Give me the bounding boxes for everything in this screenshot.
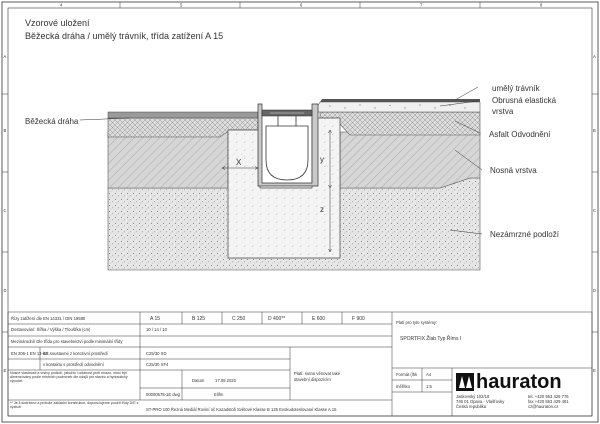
load-class-cell: A 15 bbox=[150, 316, 161, 322]
load-class-cell: B 125 bbox=[192, 316, 206, 322]
load-class-cell: F 900 bbox=[352, 316, 365, 322]
elastic-layer-right bbox=[314, 102, 480, 112]
top-mark: 4 bbox=[60, 2, 63, 8]
drawing-title-line1: Vzorové uložení bbox=[25, 18, 90, 28]
label-running-track: Běžecká dráha bbox=[25, 117, 79, 126]
address-line-1: Jaskovský 102/18 bbox=[456, 394, 490, 399]
asphalt-layer-right bbox=[320, 112, 480, 135]
top-mark: 6 bbox=[300, 2, 303, 8]
top-mark: 5 bbox=[180, 2, 183, 8]
address-line-3: Česká republika bbox=[456, 404, 487, 409]
load-class-cell: D 400** bbox=[268, 316, 286, 322]
company-logo bbox=[456, 371, 562, 393]
side-mark: D bbox=[3, 288, 7, 293]
side-mark: D bbox=[593, 288, 597, 293]
dimension-y-label: y bbox=[320, 155, 324, 164]
table-row1-label: Řízy zatížení dle EN 14331 / DIN 19580 bbox=[11, 316, 86, 321]
scale-value: 1:5 bbox=[426, 384, 432, 389]
drawing-title-line2: Běžecká dráha / umělý trávník, třída zatížení A 15 bbox=[25, 31, 224, 41]
table-row2-value: 10 / 14 / 10 bbox=[146, 327, 167, 332]
check-note-2: stavební dispozicím bbox=[294, 377, 331, 382]
table-note-1: Nosné vlastnosti a vrstvy podloží, jakožto i odolnost proti mrazu, musí být dimenzovány podle místních podmínek dle údajů pro stavbu a hydraulický výpočet. bbox=[10, 371, 128, 384]
frame-top-marks bbox=[60, 2, 543, 8]
side-mark: E bbox=[3, 368, 7, 373]
load-class-cells bbox=[150, 316, 365, 322]
track-surface-left bbox=[108, 112, 258, 118]
side-mark: E bbox=[593, 368, 596, 373]
format-label: Formát (lhk bbox=[396, 372, 418, 377]
top-mark: 8 bbox=[540, 2, 543, 8]
table-note-2: ** Je-li dodrženo a protože zakladní konstrukce, doporučujeme použít třídy D/E s výztuží bbox=[10, 401, 139, 410]
side-mark: A bbox=[593, 54, 596, 59]
table-row4-label: krit.soustavné z korozivní prostředí bbox=[43, 351, 108, 356]
table-row5-label: v kontaktu s prostředí odvodnění bbox=[43, 362, 104, 367]
product-name: SPORTFIX Žlab Typ Říms I bbox=[400, 336, 462, 342]
phone: tel. +420 553 429 776 bbox=[528, 394, 569, 399]
company-name: hauraton bbox=[476, 371, 562, 393]
load-class-cell: E 600 bbox=[312, 316, 326, 322]
label-elastic-layer-1: Obrusná elastická bbox=[492, 96, 557, 105]
drawing-size: Elifm bbox=[214, 392, 224, 397]
label-frost-layer: Nezámrzné podloží bbox=[490, 230, 559, 239]
fax: fax +420 553 429 461 bbox=[528, 399, 569, 404]
check-note-1: Platí: nutno věnovat také bbox=[294, 371, 341, 376]
cross-section bbox=[108, 99, 480, 270]
base-layer-right bbox=[340, 132, 480, 188]
scale-label: měřítko bbox=[396, 384, 410, 389]
address-line-2: 746 01 Opava - Vlašťovky bbox=[456, 399, 505, 404]
table-row2-label: Dostavování: Šířka / Výška / Tloušťka (cm) bbox=[11, 327, 91, 332]
table-row5-value: C25/30 XF4 bbox=[146, 362, 169, 367]
format-value: A4 bbox=[426, 372, 432, 377]
label-base-layer: Nosná vrstva bbox=[490, 166, 537, 175]
table-row4-value: C25/30 XD bbox=[146, 351, 167, 356]
label-artificial-grass: umělý trávník bbox=[492, 84, 540, 93]
date-label: Datum bbox=[192, 378, 205, 383]
email: cz@hauraton.cz bbox=[528, 404, 559, 409]
side-mark: A bbox=[3, 54, 7, 59]
channel-profile bbox=[266, 126, 308, 180]
table-row4-code: EN 206-1 EN 13-42 bbox=[11, 351, 48, 356]
load-class-cell: C 250 bbox=[232, 316, 246, 322]
side-mark: C bbox=[3, 208, 7, 213]
side-mark: B bbox=[3, 128, 7, 133]
top-mark: 7 bbox=[420, 2, 423, 8]
side-mark: B bbox=[593, 128, 596, 133]
table-note-3: ST-PRO 100 Řezná Mediál Roviní oč Kazadstofi Světové Klasse B 125 Evokudoteslované Klasse A 15 bbox=[146, 407, 337, 412]
table-row3-label: Mezinárodní/ Dle třída pro stavebnictví podle minimální třídy bbox=[11, 339, 123, 344]
dimension-z-label: z bbox=[320, 205, 324, 214]
drawing-number: 00000578-1E dwg bbox=[146, 392, 180, 397]
label-elastic-layer-2: vrstva bbox=[492, 107, 514, 116]
valid-for-label: Platí pro tyto systémy: bbox=[396, 320, 438, 325]
side-mark: C bbox=[593, 208, 597, 213]
label-asphalt: Asfalt Odvodnění bbox=[489, 130, 551, 139]
base-layer-left bbox=[108, 132, 228, 188]
dimension-x-label: X bbox=[236, 158, 242, 167]
date-value: 17.09.2020 bbox=[215, 378, 236, 383]
